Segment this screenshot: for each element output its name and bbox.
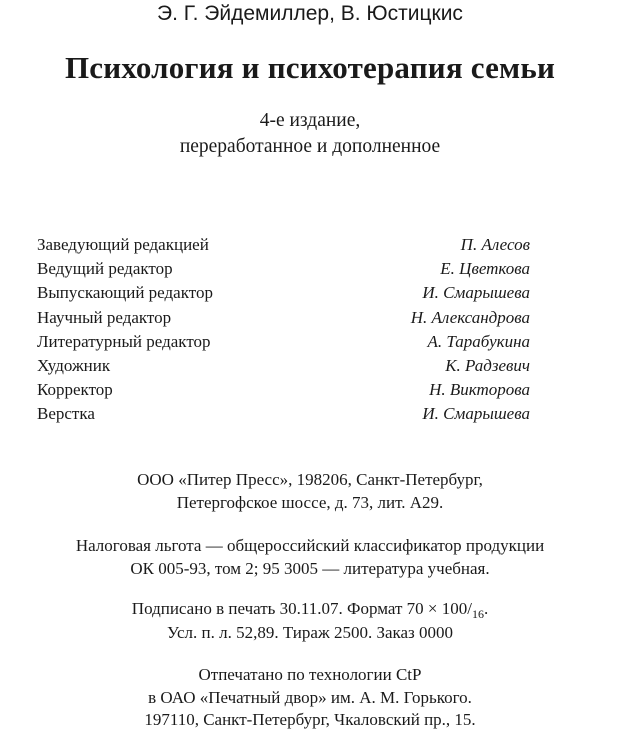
publisher-line: Петергофское шоссе, д. 73, лит. А29. (176, 492, 444, 512)
staff-role: Художник (37, 356, 111, 376)
edition-line: переработанное и дополненное (179, 136, 441, 157)
format-fraction-denominator: 16 (471, 607, 484, 621)
staff-role: Заведующий редакцией (37, 235, 209, 254)
tax-line: ОК 005-93, том 2; 95 3005 — литература учебная. (130, 558, 490, 578)
staff-role: Верстка (37, 404, 95, 424)
staff-name: Н. Александрова (410, 307, 530, 327)
printer-info (0, 664, 620, 732)
staff-role: Литературный редактор (37, 331, 211, 351)
staff-row (37, 281, 530, 305)
publisher-line: ООО «Питер Пресс», 198206, Санкт-Петербург, (137, 470, 483, 489)
tax-line: Налоговая льгота — общероссийский классификатор продукции (75, 536, 545, 555)
staff-role: Выпускающий редактор (37, 283, 213, 303)
staff-role: Ведущий редактор (37, 259, 173, 279)
staff-row (37, 233, 530, 257)
staff-row (37, 378, 530, 402)
staff-name: П. Алесов (460, 235, 530, 254)
printer-line: Отпечатано по технологии CtP (198, 665, 422, 684)
edition-line: 4-е издание, (259, 110, 361, 131)
tax-info (0, 535, 620, 580)
staff-role: Научный редактор (37, 307, 172, 327)
staff-row (37, 257, 530, 281)
authors-line: Э. Г. Эйдемиллер, В. Юстицкис (157, 2, 463, 25)
print-info (0, 598, 620, 644)
printer-line: 197110, Санкт-Петербург, Чкаловский пр., 15. (144, 710, 476, 729)
editorial-staff-list (37, 233, 530, 427)
print-format-text: Подписано в печать 30.11.07. Формат 70 × 100/ (131, 599, 472, 618)
print-format-line (0, 598, 620, 622)
edition-info (0, 108, 620, 160)
staff-role: Корректор (37, 380, 113, 400)
book-title: Психология и психотерапия семьи (64, 50, 556, 85)
print-format-suffix: . (483, 599, 489, 618)
staff-name: Н. Викторова (429, 380, 530, 400)
staff-row (37, 330, 530, 354)
staff-name: И. Смарышева (422, 404, 530, 424)
staff-name: И. Смарышева (422, 283, 530, 303)
staff-name: К. Радзевич (445, 356, 530, 376)
printer-line: в ОАО «Печатный двор» им. А. М. Горького. (148, 687, 472, 707)
publisher-info (0, 469, 620, 514)
staff-row (37, 306, 530, 330)
staff-name: Е. Цветкова (440, 259, 530, 279)
staff-name: А. Тарабукина (427, 331, 530, 351)
staff-row (37, 354, 530, 378)
print-run-line: Усл. п. л. 52,89. Тираж 2500. Заказ 0000 (166, 622, 454, 642)
staff-row (37, 402, 530, 426)
